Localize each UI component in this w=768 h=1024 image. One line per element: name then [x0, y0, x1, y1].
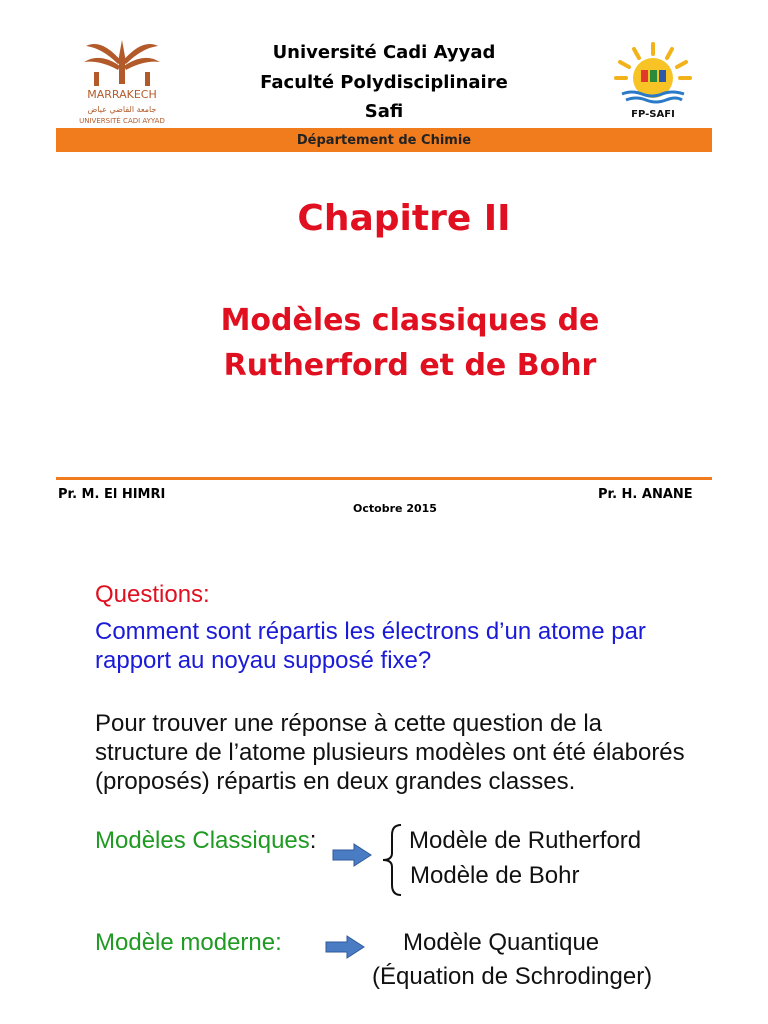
university-name: Université Cadi Ayyad — [272, 42, 496, 63]
classic-models-label-text: Modèles Classiques — [95, 827, 310, 854]
author-right: Pr. H. ANANE — [598, 487, 693, 502]
logo-text-marrakech: MARRAKECH — [87, 88, 157, 101]
bohr-model-item: Modèle de Bohr — [410, 862, 580, 889]
subtitle-line-1: Modèles classiques de — [220, 303, 600, 338]
logo-text-arabic: جامعة القاضي عياض — [87, 105, 157, 114]
question-text: Comment sont répartis les électrons d’un atome par rapport au noyau supposé fixe? — [95, 618, 646, 674]
classic-models-colon: : — [309, 827, 317, 854]
explanation-paragraph: Pour trouver une réponse à cette question de la structure de l’atome plusieurs modèles ont été élaborés (proposés) répartis en deux grandes classes. — [95, 710, 685, 795]
subtitle-line-2: Rutherford et de Bohr — [223, 348, 597, 383]
date-label: Octobre 2015 — [353, 502, 437, 515]
department-banner — [56, 128, 712, 152]
chapter-title: Chapitre II — [297, 198, 511, 239]
modern-model-label: Modèle moderne: — [95, 929, 282, 956]
right-arrow-icon — [325, 935, 365, 963]
logo-text-fp-safi: FP-SAFI — [631, 109, 675, 120]
classic-models-label — [95, 826, 316, 855]
schrodinger-equation-item: (Équation de Schrodinger) — [372, 963, 653, 990]
rutherford-model-item: Modèle de Rutherford — [409, 827, 642, 854]
divider-line — [56, 477, 712, 480]
faculty-name: Faculté Polydisciplinaire — [260, 72, 508, 93]
logo-text-university: UNIVERSITÉ CADI AYYAD — [79, 117, 165, 125]
quantum-model-item: Modèle Quantique — [403, 929, 600, 956]
questions-heading: Questions: — [95, 581, 210, 608]
right-arrow-icon — [332, 843, 372, 871]
left-brace-icon — [379, 823, 405, 901]
city-name: Safi — [364, 101, 404, 122]
department-name: Département de Chimie — [296, 132, 472, 148]
author-left: Pr. M. El HIMRI — [58, 487, 166, 502]
